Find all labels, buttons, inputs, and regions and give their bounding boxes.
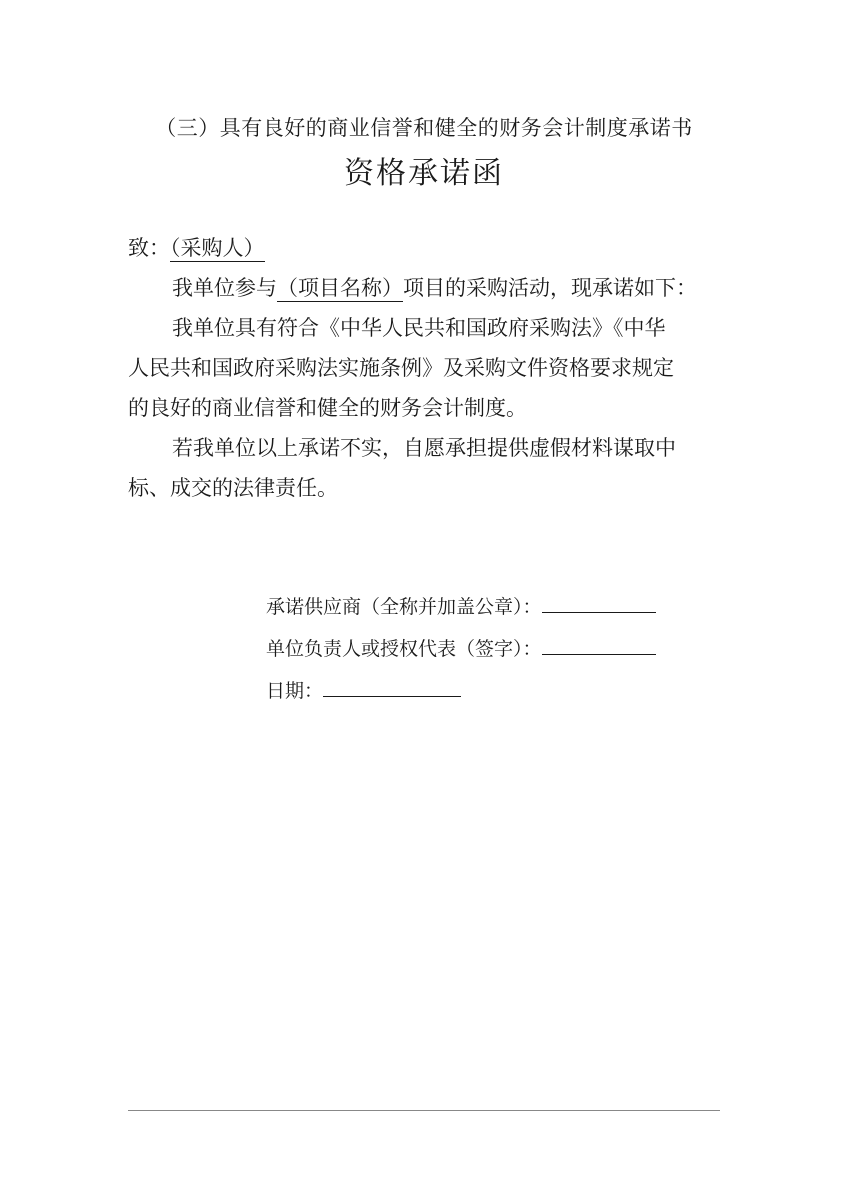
section-title: （三）具有良好的商业信誉和健全的财务会计制度承诺书 (155, 116, 693, 140)
document-title: 资格承诺函 (344, 156, 504, 191)
supplier-label: 承诺供应商（全称并加盖公章）： (266, 596, 542, 618)
representative-label: 单位负责人或授权代表（签字）： (266, 638, 542, 660)
project-name-placeholder: （项目名称） (277, 276, 403, 300)
intro-prefix: 我单位参与 (172, 276, 277, 300)
liability-line-2: 标、成交的法律责任。 (128, 476, 338, 500)
supplier-signature-line (266, 592, 656, 619)
commitment-line-3: 的良好的商业信誉和健全的财务会计制度。 (128, 396, 527, 420)
recipient-placeholder: （采购人） (170, 236, 265, 260)
salutation-line (128, 228, 724, 268)
representative-signature-line (266, 634, 656, 661)
liability-line-1: 若我单位以上承诺不实，自愿承担提供虚假材料谋取中 (172, 436, 676, 460)
salutation-prefix: 致： (128, 236, 170, 260)
letter-body (128, 228, 724, 508)
date-label: 日期： (266, 680, 324, 702)
footer-rule (128, 1110, 720, 1111)
commitment-line-1: 我单位具有符合《中华人民共和国政府采购法》《中华 (172, 316, 666, 340)
date-line (266, 676, 461, 703)
intro-suffix: 项目的采购活动，现承诺如下： (403, 276, 697, 300)
supplier-blank (542, 592, 656, 613)
commitment-line-2: 人民共和国政府采购法实施条例》及采购文件资格要求规定 (128, 356, 674, 380)
representative-blank (542, 634, 656, 655)
intro-line (128, 268, 724, 308)
date-blank (323, 676, 461, 697)
